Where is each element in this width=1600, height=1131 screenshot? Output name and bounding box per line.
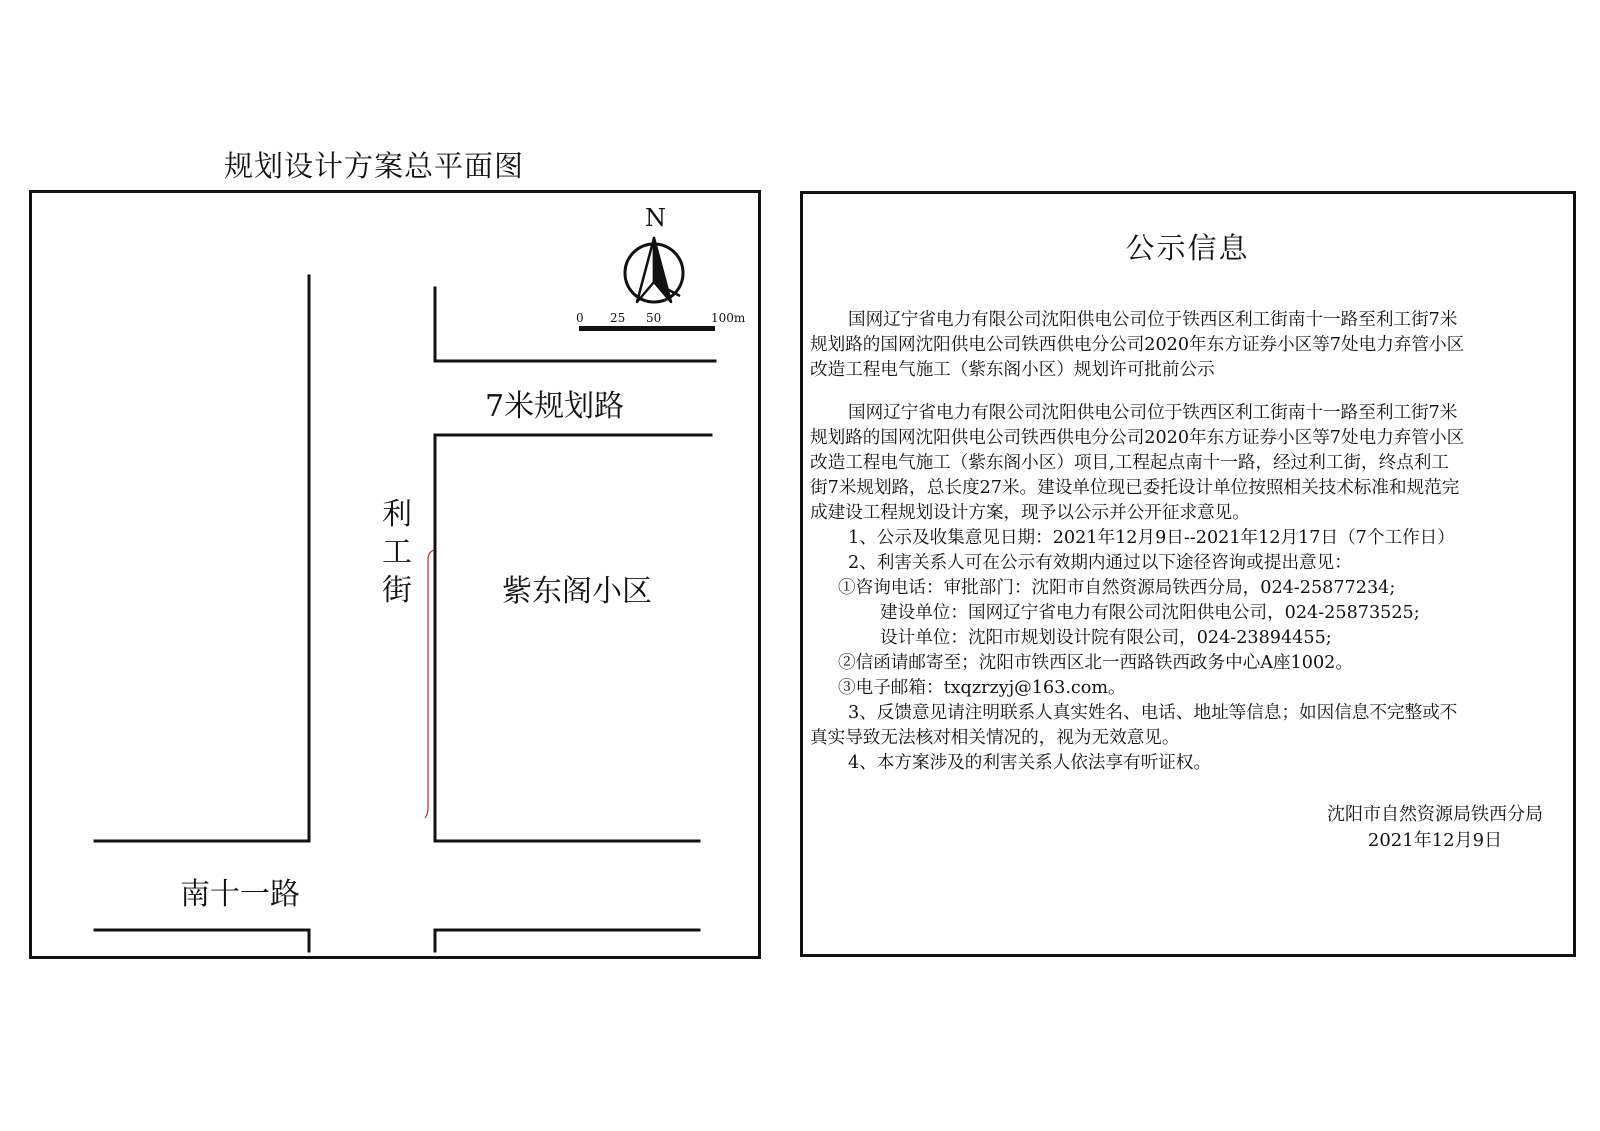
body-line: 国网辽宁省电力有限公司沈阳供电公司位于铁西区利工街南十一路至利工街7米 — [848, 403, 1458, 423]
item-channels: 2、利害关系人可在公示有效期内通过以下途径咨询或提出意见： — [848, 553, 1352, 573]
item-feedback-note-cont: 真实导致无法核对相关情况的，视为无效意见。 — [810, 728, 1180, 748]
body-line: 改造工程电气施工（紫东阁小区）项目,工程起点南十一路，经过利工街，终点利工 — [810, 453, 1449, 473]
road-edge-north-block — [435, 288, 715, 361]
pipeline-route-line — [425, 550, 434, 818]
intro-line: 改造工程电气施工（紫东阁小区）规划许可批前公示 — [810, 360, 1215, 380]
item-mail-address: ②信函请邮寄至；沈阳市铁西区北一西路铁西政务中心A座1002。 — [838, 653, 1353, 673]
north-label: N — [645, 204, 666, 232]
intro-line: 国网辽宁省电力有限公司沈阳供电公司位于铁西区利工街南十一路至利工街7米 — [848, 310, 1458, 330]
item-email: ③电子邮箱：txqzrzyj@163.com。 — [838, 678, 1126, 698]
body-line: 街7米规划路，总长度27米。建设单位现已委托设计单位按照相关技术标准和规范完 — [810, 478, 1460, 498]
item-feedback-note: 3、反馈意见请注明联系人真实姓名、电话、地址等信息；如因信息不完整或不 — [848, 703, 1458, 723]
item-phone-approval: ①咨询电话：审批部门：沈阳市自然资源局铁西分局，024-25877234; — [838, 578, 1396, 598]
signature-date: 2021年12月9日 — [1367, 830, 1503, 851]
item-dates: 1、公示及收集意见日期：2021年12月9日--2021年12月17日（7个工作日） — [848, 528, 1455, 548]
road-edge-east-block — [435, 435, 711, 841]
notice-title: 公示信息 — [1125, 231, 1250, 265]
plan-title: 规划设计方案总平面图 — [224, 149, 525, 183]
street-char: 工 — [382, 535, 412, 570]
intro-line: 规划路的国网沈阳供电公司铁西供电分公司2020年东方证券小区等7处电力弃管小区 — [810, 335, 1465, 355]
north-arrow-icon — [625, 238, 683, 302]
scale-bar — [579, 326, 715, 331]
road-edge-south-road-south-east — [435, 930, 699, 951]
block-label-zidongge: 紫东阁小区 — [502, 574, 652, 609]
road-label-nanshiyi-road: 南十一路 — [180, 877, 300, 912]
signature-org: 沈阳市自然资源局铁西分局 — [1327, 804, 1543, 825]
scale-tick-100m: 100m — [711, 311, 746, 325]
street-char: 街 — [382, 573, 412, 608]
body-line: 成建设工程规划设计方案，现予以公示并公开征求意见。 — [810, 503, 1250, 523]
item-phone-builder: 建设单位：国网辽宁省电力有限公司沈阳供电公司，024-25873525; — [880, 603, 1420, 623]
scale-tick-0: 0 — [576, 311, 584, 325]
street-char: 利 — [382, 497, 412, 532]
road-edge-south-road-south-west — [95, 930, 309, 951]
item-phone-designer: 设计单位：沈阳市规划设计院有限公司，024-23894455; — [880, 628, 1332, 648]
road-label-7m-road: 7米规划路 — [485, 389, 625, 424]
scale-tick-25: 25 — [610, 311, 626, 325]
body-line: 规划路的国网沈阳供电公司铁西供电分公司2020年东方证券小区等7处电力弃管小区 — [810, 428, 1465, 448]
scale-tick-50: 50 — [646, 311, 662, 325]
item-hearing-right: 4、本方案涉及的利害关系人依法享有听证权。 — [848, 753, 1212, 773]
road-label-ligong-street — [380, 496, 414, 610]
